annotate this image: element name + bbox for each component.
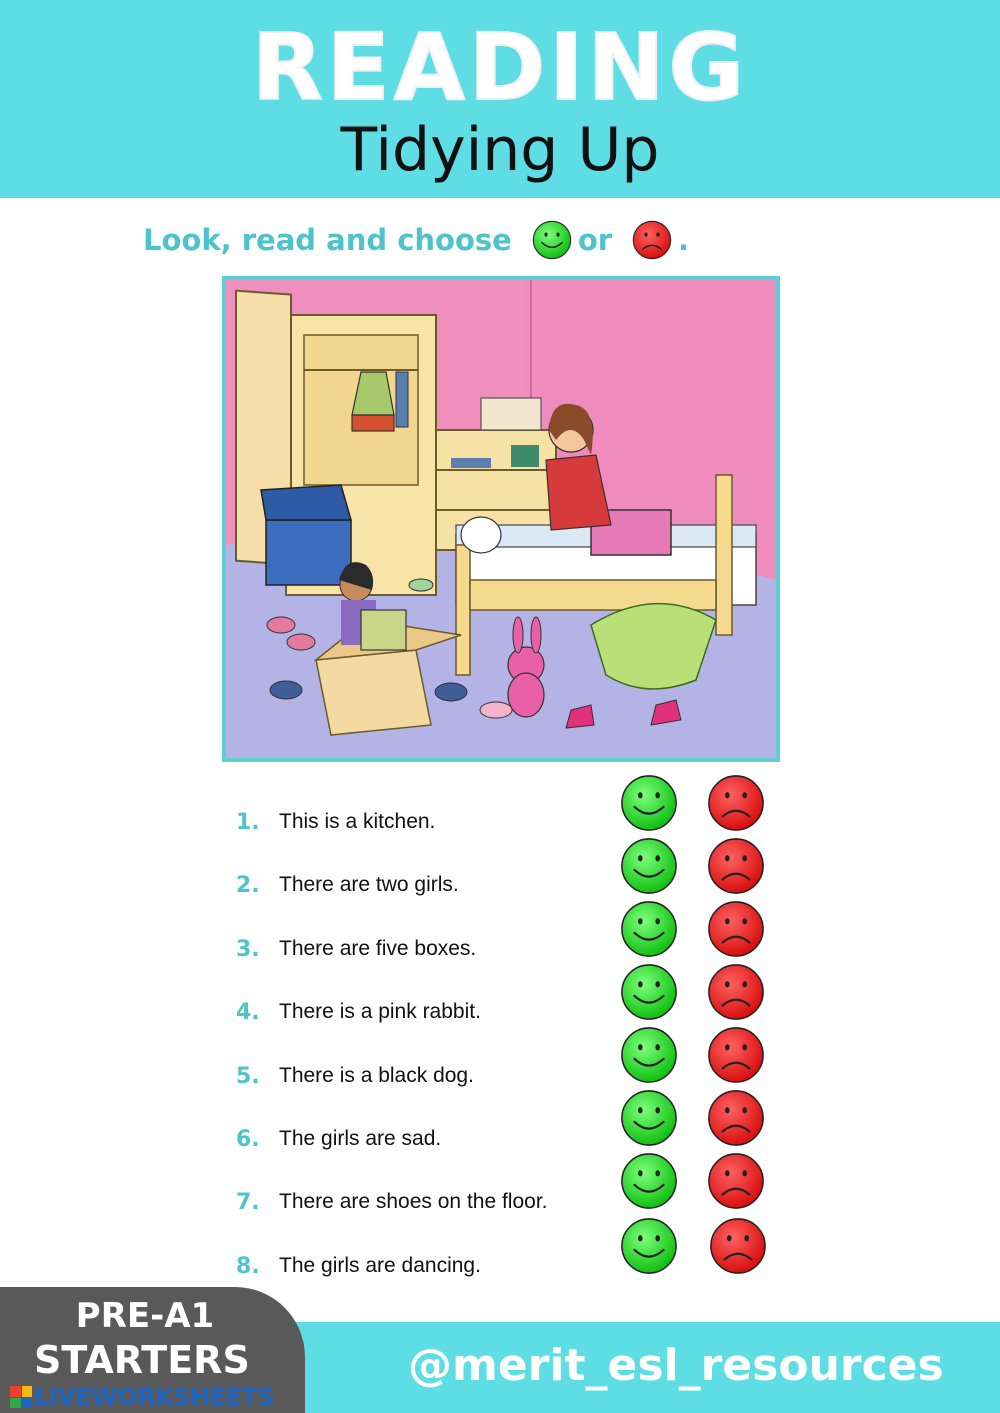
page-title: READING	[252, 14, 748, 121]
happy-face-icon[interactable]	[620, 1152, 678, 1210]
happy-face-icon	[532, 220, 572, 260]
bedroom-illustration	[222, 276, 780, 762]
happy-face-icon[interactable]	[620, 774, 678, 832]
question-number: 7.	[236, 1189, 260, 1215]
question-number: 2.	[236, 872, 260, 898]
question-number: 4.	[236, 999, 260, 1025]
sad-face-icon[interactable]	[707, 900, 765, 958]
happy-face-icon[interactable]	[620, 1217, 678, 1275]
question-2	[236, 870, 459, 900]
question-text: The girls are sad.	[279, 1127, 442, 1150]
sad-face-icon[interactable]	[707, 1152, 765, 1210]
happy-face-icon[interactable]	[620, 963, 678, 1021]
question-3	[236, 934, 476, 964]
liveworksheets-logo[interactable]	[10, 1383, 274, 1411]
sad-face-icon[interactable]	[707, 1026, 765, 1084]
sad-face-icon[interactable]	[707, 1089, 765, 1147]
question-text: There is a pink rabbit.	[279, 1000, 481, 1023]
question-number: 6.	[236, 1126, 260, 1152]
question-text: This is a kitchen.	[279, 810, 436, 833]
sad-face-icon[interactable]	[709, 1217, 767, 1275]
sad-face-icon[interactable]	[707, 963, 765, 1021]
question-number: 5.	[236, 1063, 260, 1089]
question-4	[236, 997, 481, 1027]
bedroom-scene	[226, 280, 776, 758]
question-text: There are shoes on the floor.	[279, 1190, 548, 1213]
instruction	[143, 218, 689, 262]
sad-face-icon[interactable]	[707, 774, 765, 832]
question-number: 3.	[236, 936, 260, 962]
question-number: 1.	[236, 809, 260, 835]
question-number: 8.	[236, 1253, 260, 1279]
question-5	[236, 1061, 474, 1091]
instruction-or: or	[577, 223, 613, 257]
sad-face-icon[interactable]	[707, 837, 765, 895]
question-text: There are two girls.	[279, 873, 459, 896]
question-8	[236, 1251, 481, 1281]
question-6	[236, 1124, 441, 1154]
liveworksheets-icon	[10, 1386, 32, 1408]
question-text: There are five boxes.	[279, 937, 477, 960]
sad-face-icon	[632, 220, 672, 260]
question-text: The girls are dancing.	[279, 1254, 481, 1277]
instruction-period: .	[678, 223, 690, 257]
happy-face-icon[interactable]	[620, 837, 678, 895]
question-text: There is a black dog.	[279, 1064, 474, 1087]
page-subtitle: Tidying Up	[340, 115, 660, 185]
happy-face-icon[interactable]	[620, 900, 678, 958]
level-label: PRE-A1	[75, 1296, 215, 1336]
liveworksheets-brand: LIVEWORKSHEETS	[34, 1383, 274, 1411]
author-handle: @merit_esl_resources	[408, 1340, 944, 1391]
happy-face-icon[interactable]	[620, 1026, 678, 1084]
level-name: STARTERS	[34, 1338, 250, 1382]
instruction-text: Look, read and choose	[143, 223, 512, 257]
question-7	[236, 1187, 548, 1217]
happy-face-icon[interactable]	[620, 1089, 678, 1147]
question-1	[236, 807, 435, 837]
